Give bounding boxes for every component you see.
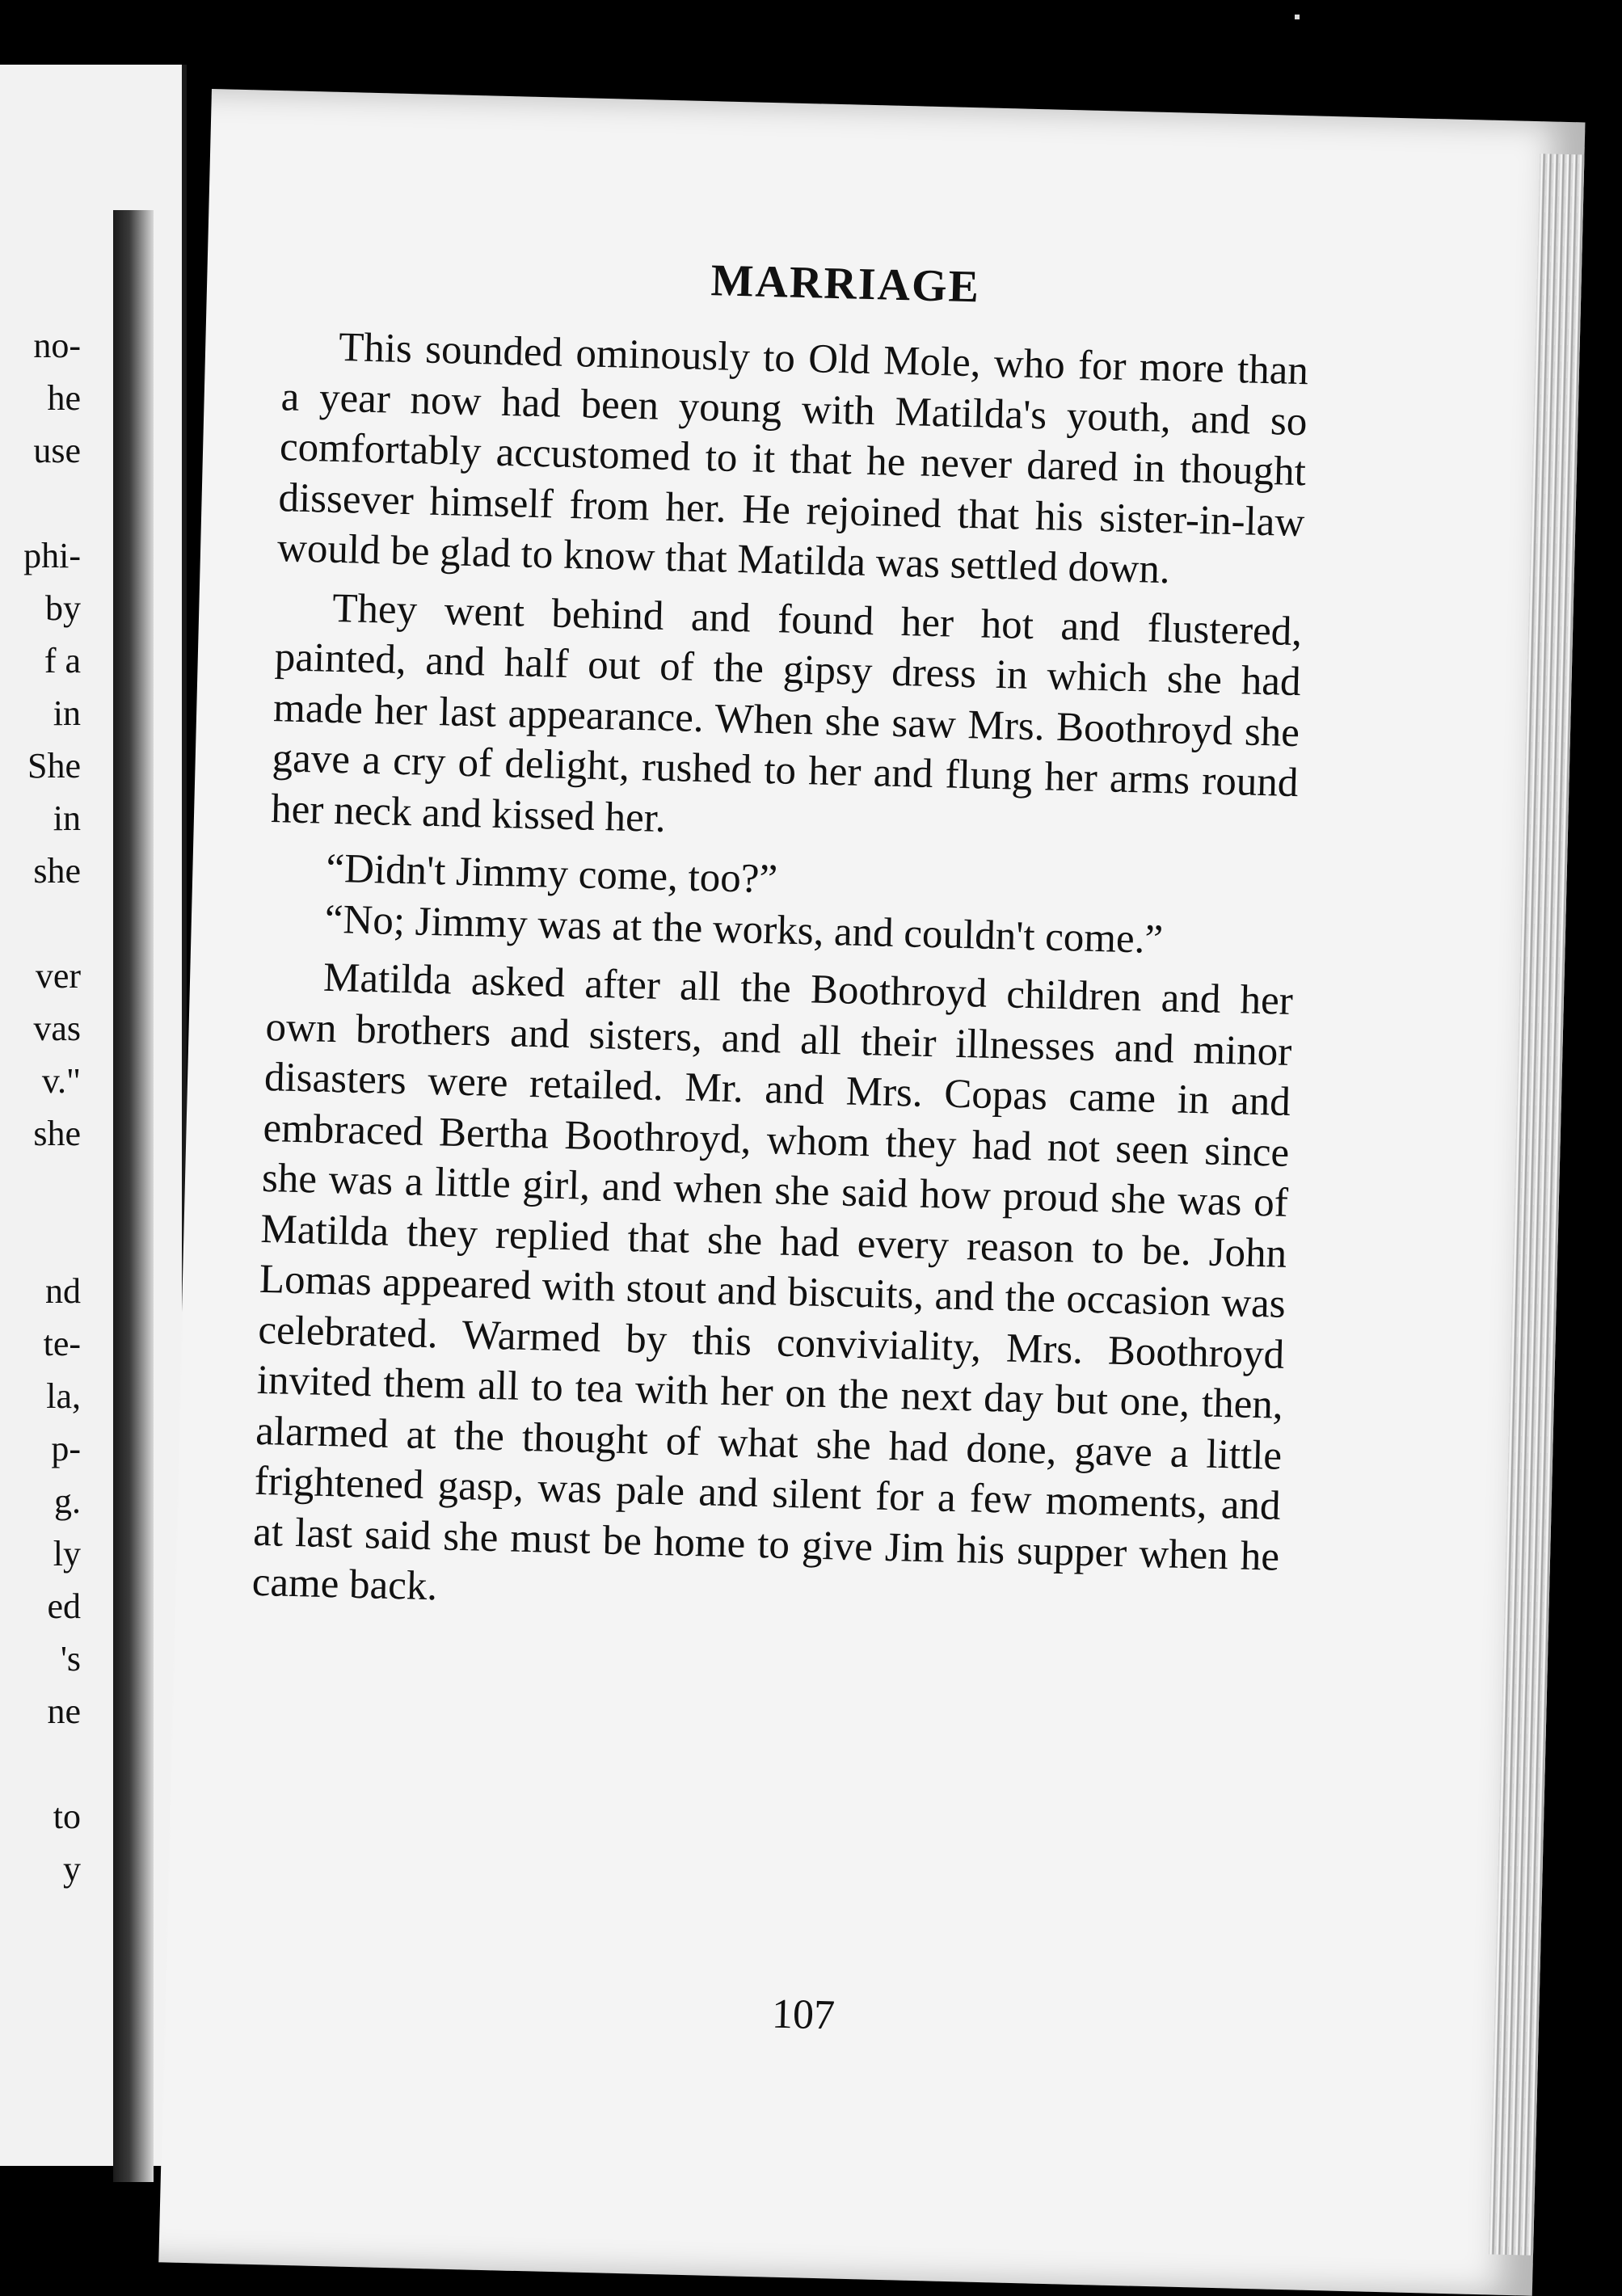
paragraph: This sounded ominously to Old Mole, who for more than a year now had been young with Matilda's youth, and so comfortably accustomed to it that he never dared in thought dissever himself from her. He rejoined that his sister-in-law would be glad to know that Matilda was settled down. <box>276 324 1309 593</box>
fragment-line: g. <box>54 1481 81 1521</box>
page-edges <box>1489 154 1585 2256</box>
scan-speck <box>1295 15 1300 19</box>
running-head: MARRIAGE <box>710 255 981 313</box>
fragment-line: v." <box>41 1061 81 1101</box>
fragment-line: phi- <box>23 536 81 575</box>
fragment-line: to <box>53 1797 81 1836</box>
fragment-line: no- <box>33 326 81 365</box>
body-text <box>251 321 1309 1641</box>
fragment-line: ne <box>47 1691 81 1731</box>
left-page-text-fragments <box>0 319 81 1895</box>
dialogue-line: “Didn't Jimmy come, too?” <box>325 845 778 903</box>
fragment-line: use <box>33 431 81 470</box>
fragment-line <box>0 897 81 950</box>
book-gutter <box>113 210 154 2182</box>
page-number: 107 <box>771 1991 836 2039</box>
fragment-line <box>0 477 81 529</box>
fragment-line: y <box>63 1849 81 1889</box>
book-page <box>158 89 1585 2296</box>
fragment-line: ed <box>47 1586 81 1626</box>
fragment-line: 's <box>60 1639 81 1679</box>
fragment-line: la, <box>46 1376 81 1416</box>
fragment-line: She <box>27 746 81 786</box>
fragment-line: in <box>53 693 81 733</box>
fragment-line: nd <box>45 1271 81 1311</box>
fragment-line: she <box>33 1114 81 1153</box>
fragment-line: f a <box>44 641 81 680</box>
fragment-line <box>0 1738 81 1790</box>
paragraph: Matilda asked after all the Boothroyd children and her own brothers and sisters, and all their illnesses and minor disasters were retailed. Mr. and Mrs. Copas came in and embraced Bertha Boothroyd, whom they had not seen since she was a little girl, and when she said how proud she was of Matilda they replied that she had every reason to be. John Lomas appeared with stout and biscuits, and the occasion was celebrated. Warmed by this conviviality, Mrs. Boothroyd invited them all to tea with her on the next day but one, then, alarmed at the thought of what she had done, gave a little frightened gasp, was pale and silent for a few moments, and at last said she must be home to give Jim his supper when he came back. <box>251 954 1294 1610</box>
fragment-line: te- <box>43 1324 81 1363</box>
fragment-line: she <box>33 851 81 891</box>
fragment-line <box>0 1160 81 1212</box>
fragment-line: p- <box>51 1429 81 1468</box>
fragment-line: in <box>53 798 81 838</box>
dialogue-line: “No; Jimmy was at the works, and couldn't come.” <box>324 896 1164 963</box>
fragment-line: ver <box>35 956 81 996</box>
paragraph: They went behind and found her hot and flustered, painted, and half out of the gipsy dress in which she had made her last appearance. When she saw Mrs. Boothroyd she gave a cry of delight, rushed to her and flung her arms round her neck and kissed her. <box>270 585 1303 841</box>
fragment-line: he <box>47 378 81 418</box>
fragment-line: vas <box>33 1009 81 1048</box>
fragment-line: ly <box>53 1534 81 1573</box>
fragment-line: by <box>45 588 81 628</box>
fragment-line <box>0 1212 81 1265</box>
